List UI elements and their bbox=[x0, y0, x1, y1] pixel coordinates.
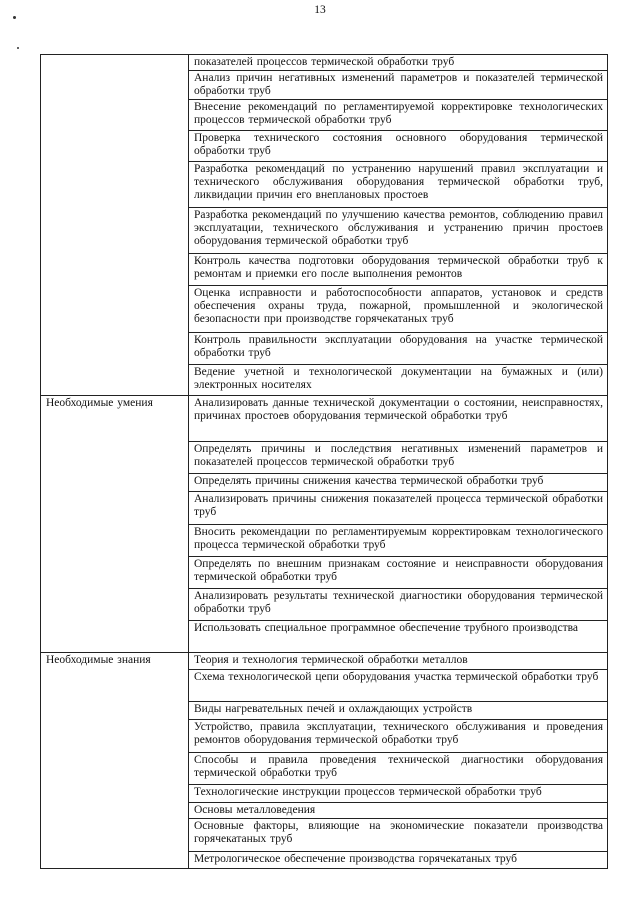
actions-item: показателей процессов термической обработки труб bbox=[189, 55, 608, 71]
page-number: 13 bbox=[314, 4, 326, 16]
skills-item: Анализировать причины снижения показателей процесса термической обработки труб bbox=[189, 492, 608, 525]
knowledge-item: Метрологическое обеспечение производства горячекатаных труб bbox=[189, 852, 608, 869]
skills-section-label: Необходимые умения bbox=[41, 396, 189, 653]
skills-item: Использовать специальное программное обеспечение трубного производства bbox=[189, 621, 608, 653]
knowledge-item: Теория и технология термической обработки металлов bbox=[189, 653, 608, 670]
knowledge-section-label: Необходимые знания bbox=[41, 653, 189, 869]
knowledge-item: Способы и правила проведения технической диагностики оборудования термической обработки труб bbox=[189, 753, 608, 785]
skills-item: Анализировать данные технической документации о состоянии, неисправностях, причинах простоев оборудования термической обработки труб bbox=[189, 396, 608, 442]
actions-item: Ведение учетной и технологической документации на бумажных и (или) электронных носителях bbox=[189, 365, 608, 396]
scan-speck bbox=[13, 16, 16, 19]
actions-row bbox=[41, 55, 608, 71]
skills-item: Определять причины снижения качества термической обработки труб bbox=[189, 474, 608, 492]
requirements-table bbox=[40, 54, 608, 869]
actions-item: Контроль качества подготовки оборудования термической обработки труб к ремонтам и приемки его после выполнения ремонтов bbox=[189, 254, 608, 286]
knowledge-item: Основные факторы, влияющие на экономические показатели производства горячекатаных труб bbox=[189, 819, 608, 852]
actions-item: Разработка рекомендаций по устранению нарушений правил эксплуатации и технического обслуживания оборудования термической обработки труб, ликвидации причин его внеплановых простоев bbox=[189, 162, 608, 208]
skills-item: Определять по внешним признакам состояние и неисправности оборудования термической обработки труб bbox=[189, 557, 608, 589]
skills-row bbox=[41, 396, 608, 442]
knowledge-item: Устройство, правила эксплуатации, технического обслуживания и проведения ремонтов оборудования термической обработки труб bbox=[189, 720, 608, 753]
requirements-table-body bbox=[41, 55, 608, 869]
knowledge-item: Виды нагревательных печей и охлаждающих устройств bbox=[189, 702, 608, 720]
knowledge-item: Схема технологической цепи оборудования участка термической обработки труб bbox=[189, 670, 608, 702]
actions-section-label bbox=[41, 55, 189, 396]
skills-item: Анализировать результаты технической диагностики оборудования термической обработки труб bbox=[189, 589, 608, 621]
scan-speck bbox=[17, 47, 19, 49]
skills-item: Определять причины и последствия негативных изменений параметров и показателей процессов термической обработки труб bbox=[189, 442, 608, 474]
actions-item: Внесение рекомендаций по регламентируемой корректировке технологических процессов термической обработки труб bbox=[189, 100, 608, 131]
knowledge-item: Технологические инструкции процессов термической обработки труб bbox=[189, 785, 608, 803]
actions-item: Оценка исправности и работоспособности аппаратов, установок и средств обеспечения охраны труда, пожарной, промышленной и экологической безопасности при производстве горячекатаных труб bbox=[189, 286, 608, 333]
actions-item: Анализ причин негативных изменений параметров и показателей термической обработки труб bbox=[189, 71, 608, 100]
knowledge-row bbox=[41, 653, 608, 670]
knowledge-item: Основы металловедения bbox=[189, 803, 608, 819]
actions-item: Проверка технического состояния основного оборудования термической обработки труб bbox=[189, 131, 608, 162]
actions-item: Контроль правильности эксплуатации оборудования на участке термической обработки труб bbox=[189, 333, 608, 365]
actions-item: Разработка рекомендаций по улучшению качества ремонтов, соблюдению правил эксплуатации, технического обслуживания и устранению причин простоев оборудования термической обработки труб bbox=[189, 208, 608, 254]
skills-item: Вносить рекомендации по регламентируемым корректировкам технологического процесса термической обработки труб bbox=[189, 525, 608, 557]
